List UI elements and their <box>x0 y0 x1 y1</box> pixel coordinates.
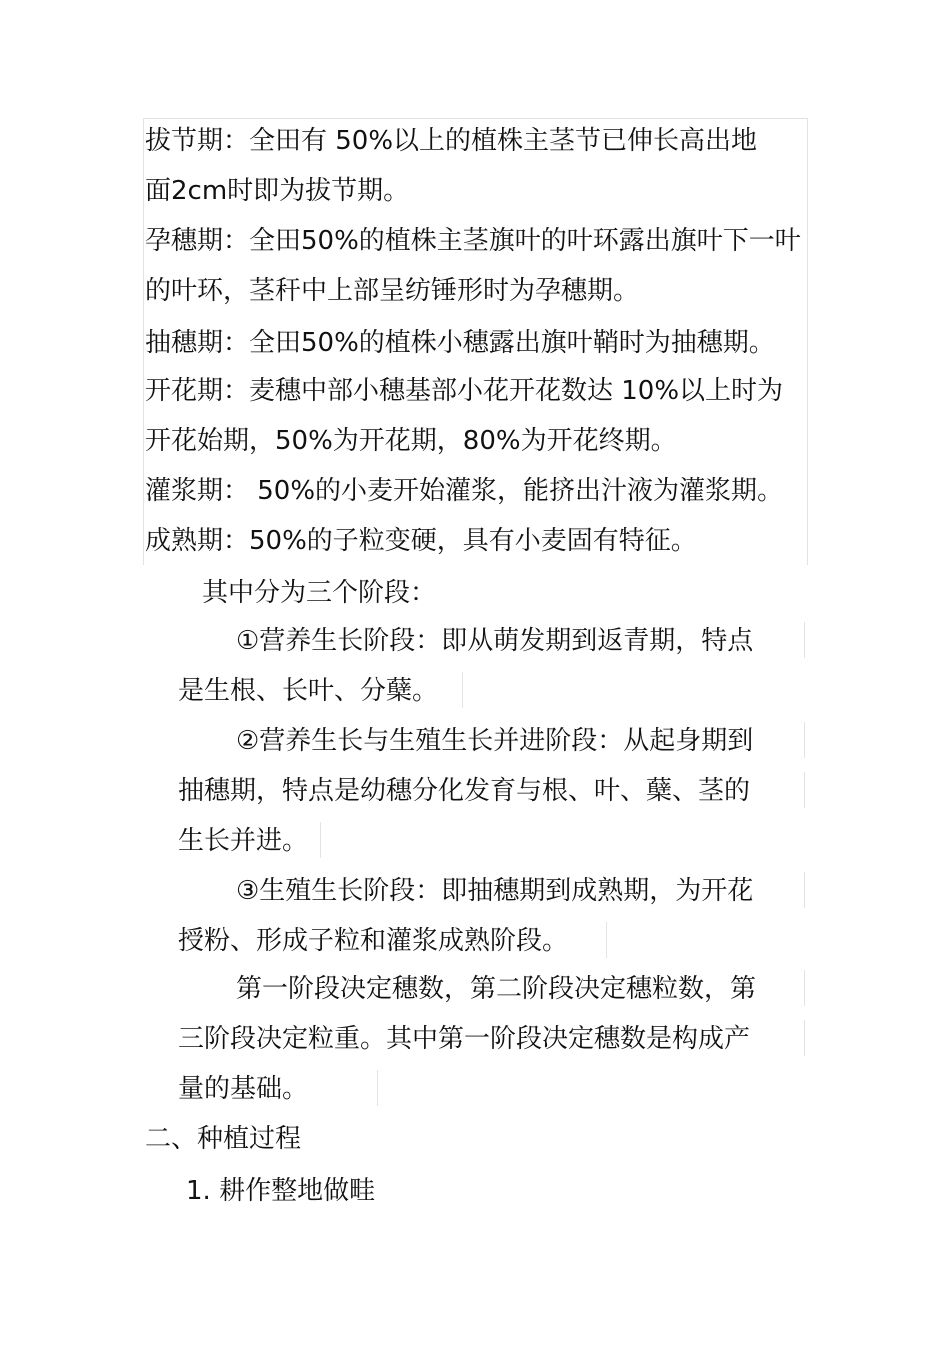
summary-line1: 第一阶段决定穗数，第二阶段决定穗粒数，第 <box>236 974 757 1004</box>
frame-stage2-line3 <box>320 822 321 858</box>
stage3-line1: ③生殖生长阶段：即抽穗期到成熟期，为开花 <box>236 876 754 906</box>
booting-stage-line2: 的叶环，茎秆中上部呈纺锤形时为孕穗期。 <box>145 276 640 306</box>
stage1-line2: 是生根、长叶、分蘖。 <box>178 676 439 706</box>
frame-summary-line3 <box>377 1070 378 1106</box>
stage2-line3: 生长并进。 <box>178 826 309 856</box>
frame-stage2-line2 <box>804 772 805 808</box>
frame-stage1-line2 <box>462 672 463 708</box>
stage3-line2: 授粉、形成子粒和灌浆成熟阶段。 <box>178 926 569 956</box>
frame-stage3-line1 <box>804 872 805 908</box>
section-heading-planting-process: 二、种植过程 <box>145 1124 302 1154</box>
jointing-stage-line2: 面2cm时即为拔节期。 <box>145 176 410 206</box>
summary-line3: 量的基础。 <box>178 1074 309 1104</box>
stage2-line2: 抽穗期，特点是幼穗分化发育与根、叶、蘖、茎的 <box>178 776 751 806</box>
flowering-stage-line2: 开花始期，50%为开花期，80%为开花终期。 <box>145 426 677 456</box>
booting-stage-line1: 孕穗期：全田50%的植株主茎旗叶的叶环露出旗叶下一叶 <box>145 226 801 256</box>
stages-intro: 其中分为三个阶段： <box>202 578 437 608</box>
heading-stage-line: 抽穗期：全田50%的植株小穗露出旗叶鞘时为抽穗期。 <box>145 328 775 358</box>
frame-stage2-line1 <box>804 722 805 758</box>
frame-summary-line1 <box>804 970 805 1006</box>
flowering-stage-line1: 开花期：麦穗中部小穗基部小花开花数达 10%以上时为 <box>145 376 784 406</box>
frame-stage3-line2 <box>606 922 607 958</box>
stage2-line1: ②营养生长与生殖生长并进阶段：从起身期到 <box>236 726 754 756</box>
subheading-tillage: 1. 耕作整地做畦 <box>186 1176 376 1206</box>
jointing-stage-line1: 拔节期：全田有 50%以上的植株主茎节已伸长高出地 <box>145 126 758 156</box>
maturity-stage-line: 成熟期：50%的子粒变硬，具有小麦固有特征。 <box>145 526 697 556</box>
summary-line2: 三阶段决定粒重。其中第一阶段决定穗数是构成产 <box>178 1024 751 1054</box>
filling-stage-line: 灌浆期： 50%的小麦开始灌浆，能挤出汁液为灌浆期。 <box>145 476 784 506</box>
frame-summary-line2 <box>804 1020 805 1056</box>
frame-stage1-line1 <box>804 622 805 658</box>
stage1-line1: ①营养生长阶段：即从萌发期到返青期，特点 <box>236 626 754 656</box>
